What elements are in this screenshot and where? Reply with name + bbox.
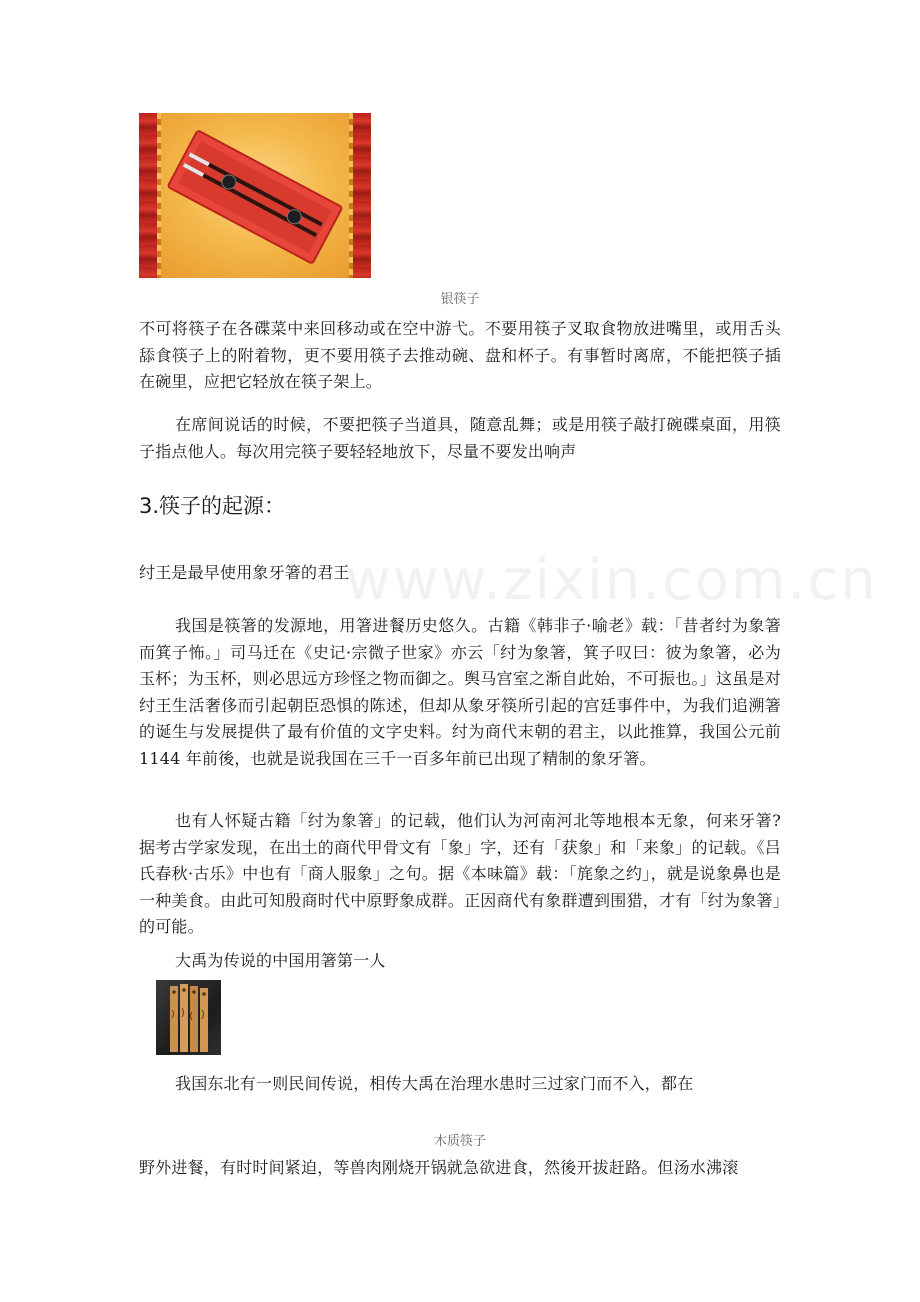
image-caption-wooden: 木质筷子 xyxy=(433,1134,486,1149)
paragraph-etiquette-2: 在席间说话的时候，不要把筷子当道具，随意乱舞；或是用筷子敲打碗碟桌面，用筷子指点他人。每次用完筷子要轻轻地放下，尽量不要发出响声 xyxy=(139,415,781,461)
wooden-chopsticks-image xyxy=(156,980,221,1055)
paragraph-dayu-legend: 我国东北有一则民间传说，相传大禹在治理水患时三过家门而不入，都在 xyxy=(175,1074,694,1093)
chopsticks-box-illustration xyxy=(139,113,371,278)
paragraph-etiquette-1: 不可将筷子在各碟菜中来回移动或在空中游弋。不要用筷子叉取食物放进嘴里，或用舌头舔食筷子上的附着物，更不要用筷子去推动碗、盘和杯子。有事暂时离席，不能把筷子插在碗里，应把它轻放在筷子架上。 xyxy=(139,319,781,391)
image-caption-silver: 银筷子 xyxy=(440,292,480,307)
paragraph-ivory-chopsticks: 我国是筷箸的发源地，用箸进餐历史悠久。古籍《韩非子·喻老》载：「昔者纣为象箸而箕子怖。」司马迁在《史记·宗微子世家》亦云「纣为象箸，箕子叹曰：彼为象箸，必为玉杯；为玉杯，则必思远方珍怪之物而御之。舆马宫室之渐自此始，不可振也。」这虽是对纣王生活奢侈而引起朝臣恐惧的陈述，但却从象牙筷所引起的宫廷事件中，为我们追溯箸的诞生与发展提供了最有价值的文字史料。纣为商代末朝的君主，以此推算，我国公元前 1144 年前後，也就是说我国在三千一百多年前已出现了精制的象牙箸。 xyxy=(139,616,781,768)
paragraph-elephant-doubt: 也有人怀疑古籍「纣为象箸」的记载，他们认为河南河北等地根本无象，何来牙箸?据考古学家发现，在出土的商代甲骨文有「象」字，还有「获象」和「来象」的记载。《吕氏春秋·古乐》中也有「商人服象」之句。据《本味篇》载：「旄象之约」，就是说象鼻也是一种美食。由此可知殷商时代中原野象成群。正因商代有象群遭到围猎，才有「纣为象箸」的可能。 xyxy=(139,811,781,936)
silver-chopsticks-image xyxy=(139,113,371,278)
subheading-zhou-king: 纣王是最早使用象牙箸的君王 xyxy=(139,563,350,582)
wooden-chopsticks-illustration xyxy=(156,980,221,1055)
paragraph-dayu-legend-continued: 野外进餐，有时时间紧迫，等兽肉刚烧开锅就急欲进食，然後开拔赶路。但汤水沸滚 xyxy=(139,1158,739,1177)
subheading-dayu: 大禹为传说的中国用箸第一人 xyxy=(175,951,386,970)
watermark: www.zixin.com.cn xyxy=(345,548,878,613)
section-heading: 3.筷子的起源： xyxy=(139,494,286,518)
